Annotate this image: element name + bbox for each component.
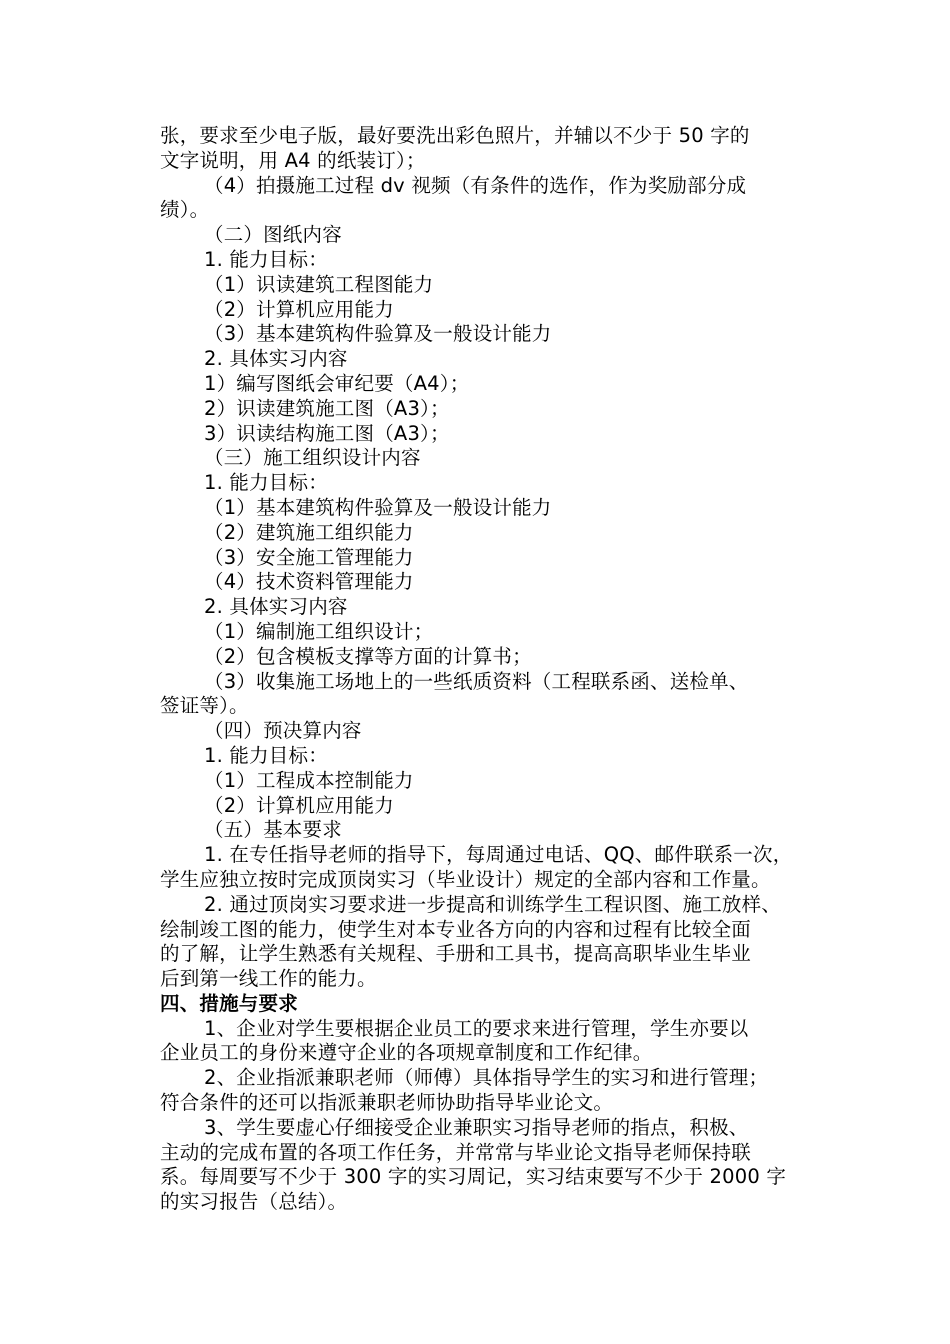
document-body (160, 124, 840, 1215)
text-line: （二）图纸内容 (204, 223, 342, 247)
text-line: （2）建筑施工组织能力 (204, 520, 414, 544)
text-line: 2. 具体实习内容 (204, 595, 348, 619)
text-line: 1. 能力目标： (204, 471, 328, 495)
text-line: 绘制竣工图的能力，使学生对本专业各方向的内容和过程有比较全面 (160, 917, 752, 941)
text-line: 1. 在专任指导老师的指导下，每周通过电话、QQ、邮件联系一次， (204, 843, 793, 867)
text-line: （2）包含模板支撑等方面的计算书； (204, 644, 532, 668)
text-line: （3）收集施工场地上的一些纸质资料（工程联系函、送检单、 (204, 669, 749, 693)
text-line: 学生应独立按时完成顶岗实习（毕业设计）规定的全部内容和工作量。 (160, 867, 771, 891)
text-line: 3、学生要虚心仔细接受企业兼职实习指导老师的指点，积极、 (204, 1115, 749, 1139)
text-line: 2. 通过顶岗实习要求进一步提高和训练学生工程识图、施工放样、 (204, 892, 782, 916)
text-line: （3）基本建筑构件验算及一般设计能力 (204, 322, 552, 346)
text-line: 2、企业指派兼职老师（师傅）具体指导学生的实习和进行管理； (204, 1066, 769, 1090)
text-line: 2）识读建筑施工图（A3）； (204, 396, 450, 420)
text-line: （3）安全施工管理能力 (204, 545, 414, 569)
text-line: 1、企业对学生要根据企业员工的要求来进行管理，学生亦要以 (204, 1016, 749, 1040)
text-line: （2）计算机应用能力 (204, 793, 394, 817)
text-line: （1）基本建筑构件验算及一般设计能力 (204, 495, 552, 519)
text-line: 系。每周要写不少于 300 字的实习周记，实习结束要写不少于 2000 字 (160, 1165, 787, 1189)
text-line: （1）工程成本控制能力 (204, 768, 414, 792)
text-line: （2）计算机应用能力 (204, 297, 394, 321)
text-line: 3）识读结构施工图（A3）； (204, 421, 450, 445)
text-line: 2. 具体实习内容 (204, 347, 348, 371)
text-line: 签证等）。 (160, 694, 249, 718)
text-line: 主动的完成布置的各项工作任务，并常常与毕业论文指导老师保持联 (160, 1140, 752, 1164)
text-line: （五）基本要求 (204, 818, 342, 842)
text-line: 文字说明，用 A4 的纸装订）； (160, 148, 426, 172)
text-line: 后到第一线工作的能力。 (160, 967, 377, 991)
text-line: （4）技术资料管理能力 (204, 570, 414, 594)
text-line: （4）拍摄施工过程 dv 视频（有条件的选作，作为奖励部分成 (204, 173, 747, 197)
text-line: （1）编制施工组织设计； (204, 619, 434, 643)
text-line: 绩）。 (160, 198, 210, 222)
text-line: 的了解，让学生熟悉有关规程、手册和工具书，提高高职毕业生毕业 (160, 942, 752, 966)
text-line: 1. 能力目标： (204, 247, 328, 271)
text-line: 的实习报告（总结）。 (160, 1190, 348, 1214)
text-line: 1. 能力目标： (204, 743, 328, 767)
text-line: （1）识读建筑工程图能力 (204, 272, 434, 296)
text-line: （三）施工组织设计内容 (204, 446, 421, 470)
text-line: 符合条件的还可以指派兼职老师协助指导毕业论文。 (160, 1091, 614, 1115)
text-line: 企业员工的身份来遵守企业的各项规章制度和工作纪律。 (160, 1041, 653, 1065)
section-heading: 四、措施与要求 (160, 991, 298, 1015)
text-line: 张，要求至少电子版，最好要洗出彩色照片，并辅以不少于 50 字的 (160, 124, 750, 147)
text-line: 1）编写图纸会审纪要（A4）； (204, 371, 470, 395)
text-line: （四）预决算内容 (204, 719, 362, 743)
